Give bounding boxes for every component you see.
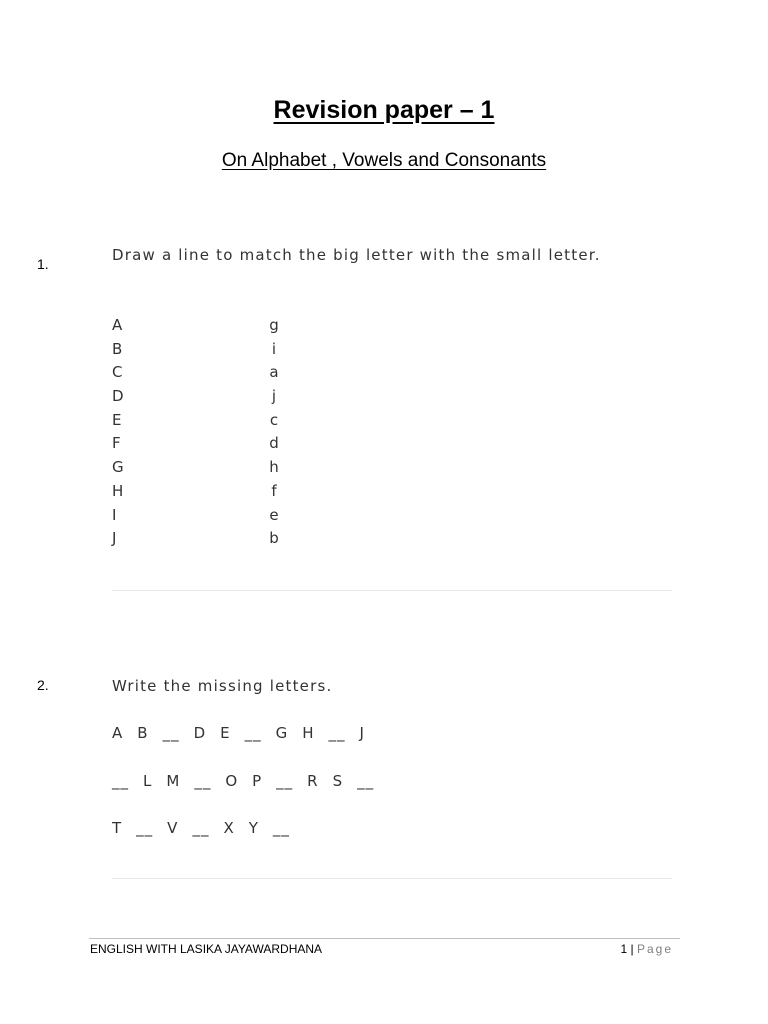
missing-letter-blank: __: [244, 724, 262, 742]
letter: M: [166, 772, 181, 790]
big-letter: J: [112, 529, 117, 548]
big-letter: I: [112, 505, 117, 524]
small-letter: f: [271, 481, 277, 500]
big-letter: A: [112, 316, 123, 334]
big-letter: E: [112, 410, 122, 429]
missing-letter-blank: __: [328, 724, 346, 742]
big-letter: C: [112, 363, 123, 382]
big-letter: B: [112, 339, 123, 358]
big-letter: D: [112, 387, 124, 406]
question-2-text: Write the missing letters.: [112, 677, 333, 695]
divider: [112, 878, 672, 879]
missing-letter-blank: __: [112, 772, 129, 790]
page-subtitle: On Alphabet , Vowels and Consonants: [221, 150, 547, 171]
page-title: Revision paper – 1: [273, 96, 495, 124]
missing-letter-blank: __: [136, 819, 154, 837]
letter: R: [307, 772, 319, 790]
letter: Y: [248, 819, 259, 837]
letter: B: [137, 724, 149, 742]
letter: P: [252, 772, 263, 790]
missing-letter-blank: __: [272, 819, 290, 837]
small-letter: b: [269, 529, 279, 548]
letters-row-2: [112, 772, 374, 790]
small-letter: e: [269, 505, 279, 524]
small-letter: c: [269, 410, 279, 429]
letter: J: [359, 724, 365, 742]
small-letter: j: [271, 387, 277, 406]
page-number: 1: [620, 942, 628, 956]
small-letter: d: [269, 434, 279, 453]
big-letters-column: [112, 314, 124, 551]
letter: A: [112, 724, 124, 742]
letters-row-1: [112, 724, 365, 742]
missing-letter-blank: __: [194, 772, 212, 790]
divider: [112, 590, 672, 591]
small-letter: g: [269, 316, 279, 334]
small-letter: i: [271, 339, 277, 358]
small-letters-column: [259, 314, 289, 551]
letter: G: [275, 724, 289, 742]
question-1-number: 1.: [37, 256, 49, 272]
big-letter: G: [112, 458, 124, 477]
letter: H: [302, 724, 315, 742]
letter: S: [332, 772, 344, 790]
letter: V: [167, 819, 179, 837]
missing-letter-blank: __: [276, 772, 294, 790]
big-letter: F: [112, 434, 121, 453]
question-1-text: Draw a line to match the big letter with the small letter.: [112, 246, 601, 264]
footer-page: [620, 942, 673, 956]
page-separator: |: [630, 942, 634, 956]
missing-letter-blank: __: [357, 772, 375, 790]
footer-divider: [89, 938, 680, 939]
small-letter: a: [269, 363, 279, 382]
big-letter: H: [112, 481, 124, 500]
missing-letter-blank: __: [162, 724, 180, 742]
missing-letter-blank: __: [192, 819, 210, 837]
question-2-number: 2.: [37, 677, 49, 693]
letters-row-3: [112, 819, 290, 837]
letter: X: [223, 819, 235, 837]
letter: E: [220, 724, 231, 742]
letter: D: [193, 724, 207, 742]
letter: O: [225, 772, 239, 790]
letter: L: [143, 772, 153, 790]
footer-author: ENGLISH WITH LASIKA JAYAWARDHANA: [90, 942, 323, 956]
letter: T: [112, 819, 123, 837]
page-label: Page: [636, 942, 673, 956]
small-letter: h: [269, 458, 279, 477]
